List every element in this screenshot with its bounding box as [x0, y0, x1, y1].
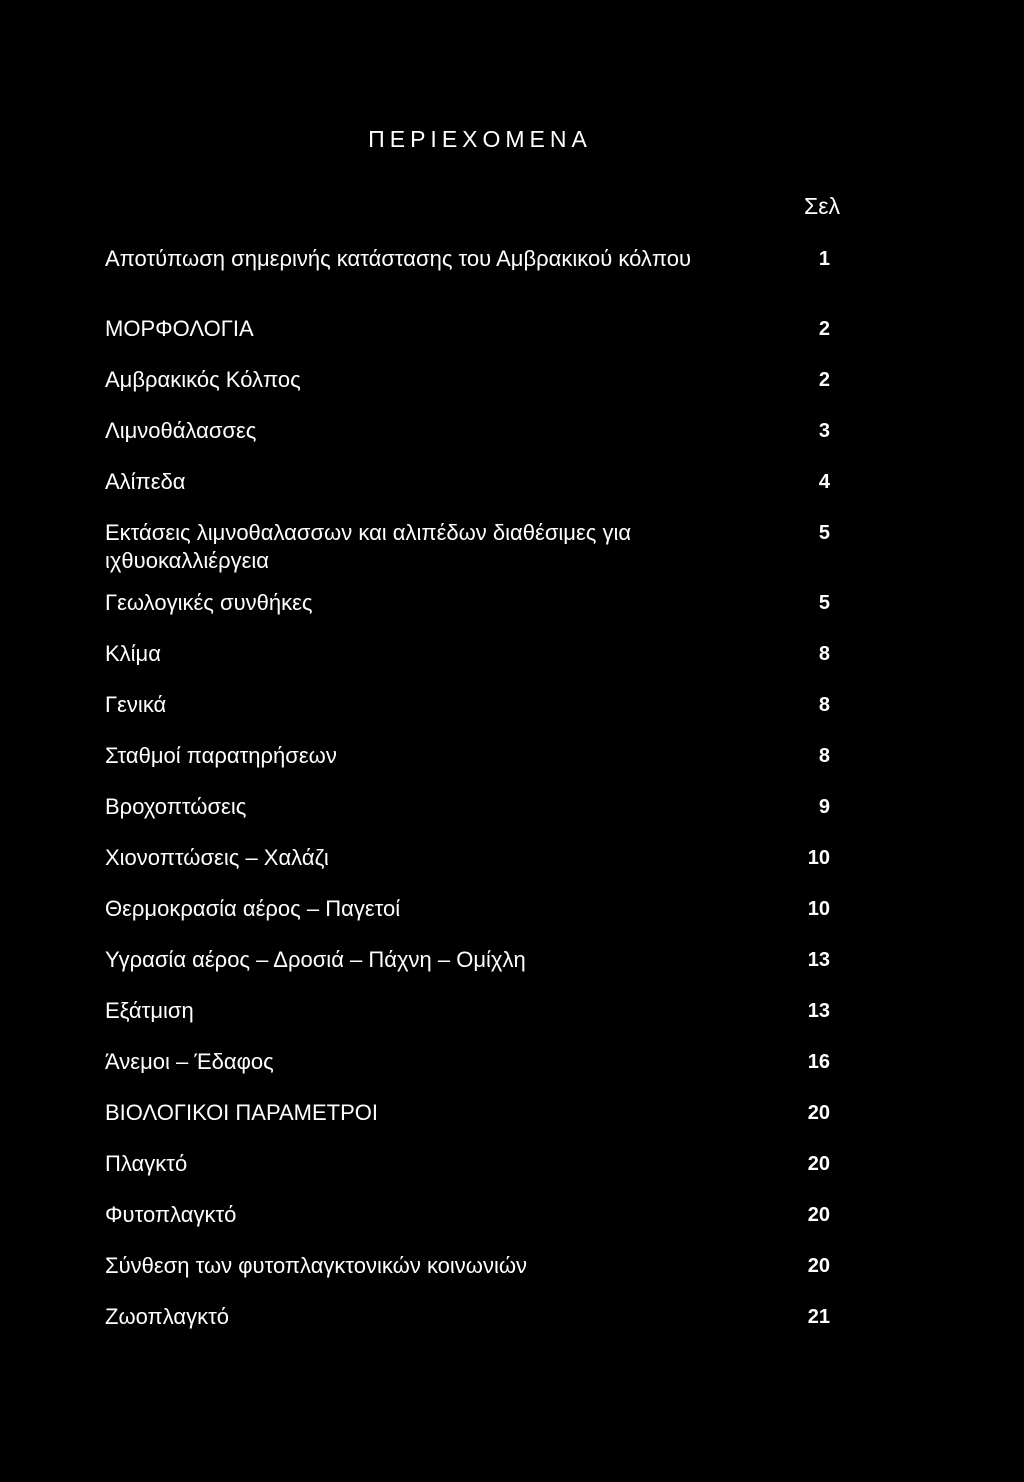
toc-entry [105, 589, 830, 617]
toc-entry [105, 315, 830, 343]
toc-entry [105, 640, 830, 668]
toc-entry-label: Γενικά [105, 692, 167, 717]
toc-entry [105, 844, 830, 872]
toc-entry [105, 417, 830, 445]
toc-entry-label: Λιμνοθάλασσες [105, 418, 257, 443]
toc-entry [105, 691, 830, 719]
table-of-contents [105, 245, 830, 1354]
toc-entry-page: 20 [807, 1102, 830, 1124]
toc-entry-page: 8 [818, 643, 830, 665]
toc-entry [105, 946, 830, 974]
toc-entry-label: Θερμοκρασία αέρος – Παγετοί [105, 896, 401, 921]
toc-entry-label: Κλίμα [105, 641, 161, 666]
toc-entry [105, 1048, 830, 1076]
toc-entry-label: Αλίπεδα [105, 469, 186, 494]
toc-entry [105, 519, 830, 575]
toc-entry-page: 20 [807, 1204, 830, 1226]
toc-entry-label: Βροχοπτώσεις [105, 794, 247, 819]
toc-entry-label: Άνεμοι – Έδαφος [105, 1049, 274, 1074]
toc-entry-label: Σύνθεση των φυτοπλαγκτονικών κοινωνιών [105, 1253, 528, 1278]
toc-entry-page: 13 [807, 949, 830, 971]
toc-entry-page: 13 [807, 1000, 830, 1022]
toc-entry-label: Υγρασία αέρος – Δροσιά – Πάχνη – Ομίχλη [105, 947, 526, 972]
toc-entry-page: 4 [818, 471, 830, 493]
toc-entry-label: Εκτάσεις λιμνοθαλασσων και αλιπέδων διαθέσιμες για ιχθυοκαλλιέργεια [105, 520, 632, 573]
toc-entry-label: Σταθμοί παρατηρήσεων [105, 743, 337, 768]
toc-entry [105, 1150, 830, 1178]
toc-entry-page: 3 [818, 420, 830, 442]
toc-entry [105, 895, 830, 923]
toc-entry [105, 468, 830, 496]
toc-entry-label: ΜΟΡΦΟΛΟΓΙΑ [105, 316, 254, 341]
toc-entry-page: 5 [818, 592, 830, 614]
page-column-header: Σελ [804, 193, 840, 219]
toc-entry [105, 793, 830, 821]
toc-entry [105, 1099, 830, 1127]
toc-entry-label: Πλαγκτό [105, 1151, 188, 1176]
toc-entry-page: 5 [818, 522, 830, 544]
toc-entry-label: Αποτύπωση σημερινής κατάστασης του Αμβρακικού κόλπου [105, 246, 692, 271]
toc-entry-page: 10 [807, 847, 830, 869]
toc-entry-page: 20 [807, 1153, 830, 1175]
toc-entry-page: 2 [818, 318, 830, 340]
toc-entry-label: Εξάτμιση [105, 998, 194, 1023]
toc-entry-page: 8 [818, 694, 830, 716]
toc-entry-label: Γεωλογικές συνθήκες [105, 590, 313, 615]
toc-entry-label: ΒΙΟΛΟΓΙΚΟΙ ΠΑΡΑΜΕΤΡΟΙ [105, 1100, 379, 1125]
toc-entry [105, 1201, 830, 1229]
toc-entry [105, 1252, 830, 1280]
toc-entry-page: 8 [818, 745, 830, 767]
toc-entry [105, 742, 830, 770]
toc-entry-page: 1 [818, 248, 830, 270]
toc-entry-page: 16 [807, 1051, 830, 1073]
toc-entry-label: Φυτοπλαγκτό [105, 1202, 237, 1227]
toc-entry-page: 10 [807, 898, 830, 920]
toc-entry [105, 1303, 830, 1331]
toc-entry [105, 997, 830, 1025]
toc-entry [105, 366, 830, 394]
toc-entry-label: Χιονοπτώσεις – Χαλάζι [105, 845, 329, 870]
toc-entry-page: 2 [818, 369, 830, 391]
toc-entry-page: 21 [807, 1306, 830, 1328]
toc-entry-label: Ζωοπλαγκτό [105, 1304, 230, 1329]
toc-entry-page: 9 [818, 796, 830, 818]
toc-entry [105, 245, 830, 301]
page-title: ΠΕΡΙΕΧΟΜΕΝΑ [368, 126, 592, 152]
toc-entry-label: Αμβρακικός Κόλπος [105, 367, 301, 392]
toc-entry-page: 20 [807, 1255, 830, 1277]
